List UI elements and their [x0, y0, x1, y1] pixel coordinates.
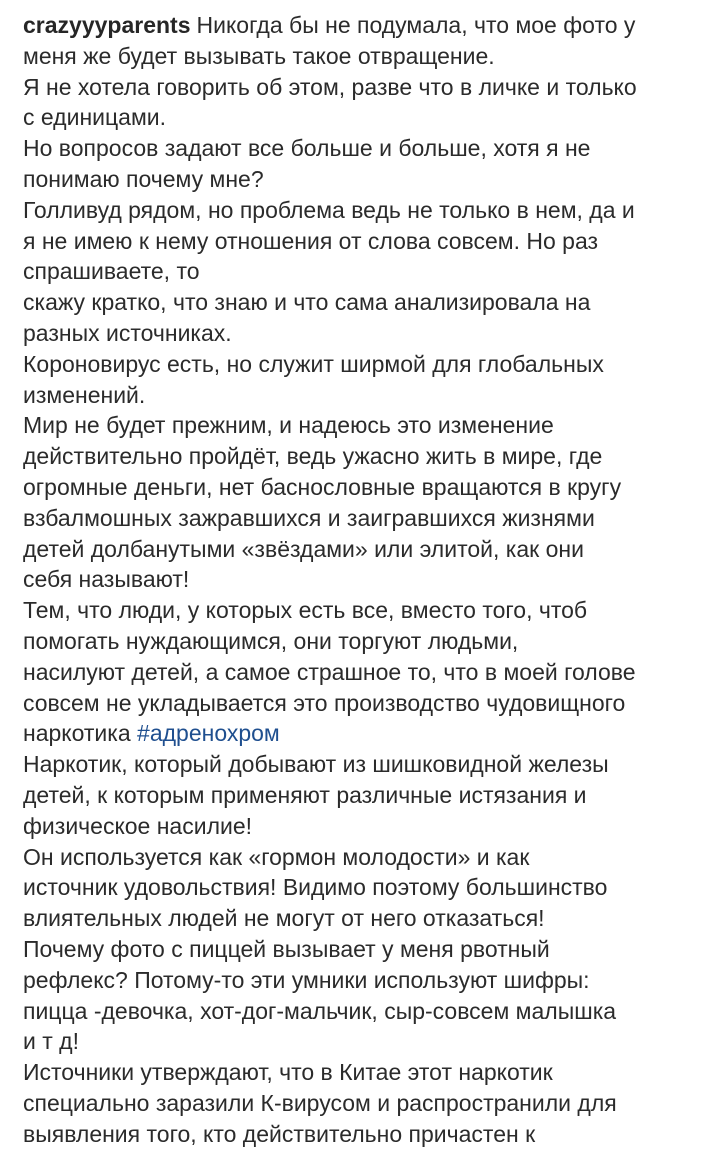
username-link[interactable]: crazyyyparents	[23, 12, 191, 38]
caption-line: и т д!	[23, 1028, 79, 1055]
caption-line: Наркотик, который добывают из шишковидной железы	[23, 751, 609, 778]
caption-line: пицца -девочка, хот-дог-мальчик, сыр-совсем малышка	[23, 997, 617, 1024]
caption-text: Никогда бы не подумала, что мое фото у	[196, 12, 636, 38]
caption-line: меня же будет вызывать такое отвращение.	[23, 42, 495, 69]
caption-line	[23, 718, 703, 749]
caption-line: Он используется как «гормон молодости» и как	[23, 843, 530, 870]
caption-line	[23, 10, 703, 41]
caption-line: выявления того, кто действительно причастен к	[23, 1120, 536, 1147]
caption-line: понимаю почему мне?	[23, 165, 264, 192]
caption-line: огромные деньги, нет баснословные вращаются в кругу	[23, 473, 622, 500]
caption-line: с единицами.	[23, 104, 167, 131]
caption-line: я не имею к нему отношения от слова совсем. Но раз	[23, 227, 599, 254]
caption-line: Почему фото с пиццей вызывает у меня рвотный	[23, 935, 550, 962]
post-caption	[23, 10, 703, 1149]
caption-line: взбалмошных зажравшихся и заигравшихся жизнями	[23, 504, 595, 531]
caption-line: помогать нуждающимся, они торгуют людьми,	[23, 627, 519, 654]
caption-line: насилуют детей, а самое страшное то, что в моей голове	[23, 658, 636, 685]
caption-line: Тем, что люди, у которых есть все, вместо того, чтоб	[23, 597, 588, 624]
caption-line: Источники утверждают, что в Китае этот наркотик	[23, 1059, 553, 1086]
caption-line: действительно пройдёт, ведь ужасно жить в мире, где	[23, 443, 603, 470]
hashtag-link[interactable]: #адренохром	[137, 720, 280, 747]
caption-line: изменений.	[23, 381, 146, 408]
caption-line: физическое насилие!	[23, 812, 253, 839]
caption-line: рефлекс? Потому-то эти умники используют шифры:	[23, 966, 590, 993]
caption-line: себя называют!	[23, 566, 190, 593]
caption-line: Голливуд рядом, но проблема ведь не только в нем, да и	[23, 196, 635, 223]
caption-line: скажу кратко, что знаю и что сама анализировала на	[23, 289, 591, 316]
caption-line: влиятельных людей не могут от него отказаться!	[23, 905, 545, 932]
caption-line: совсем не укладывается это производство чудовищного	[23, 689, 626, 716]
caption-line: детей долбанутыми «звёздами» или элитой, как они	[23, 535, 584, 562]
caption-line: спрашиваете, то	[23, 258, 200, 285]
caption-line: специально заразили К-вирусом и распространили для	[23, 1089, 617, 1116]
caption-line: разных источниках.	[23, 319, 232, 346]
caption-line: Но вопросов задают все больше и больше, хотя я не	[23, 135, 591, 162]
caption-line: Мир не будет прежним, и надеюсь это изменение	[23, 412, 554, 439]
caption-line: детей, к которым применяют различные истязания и	[23, 781, 587, 808]
caption-line: Я не хотела говорить об этом, разве что в личке и только	[23, 73, 637, 100]
caption-text: наркотика	[23, 720, 131, 747]
caption-line: Короновирус есть, но служит ширмой для глобальных	[23, 350, 604, 377]
caption-line: источник удовольствия! Видимо поэтому большинство	[23, 874, 608, 901]
